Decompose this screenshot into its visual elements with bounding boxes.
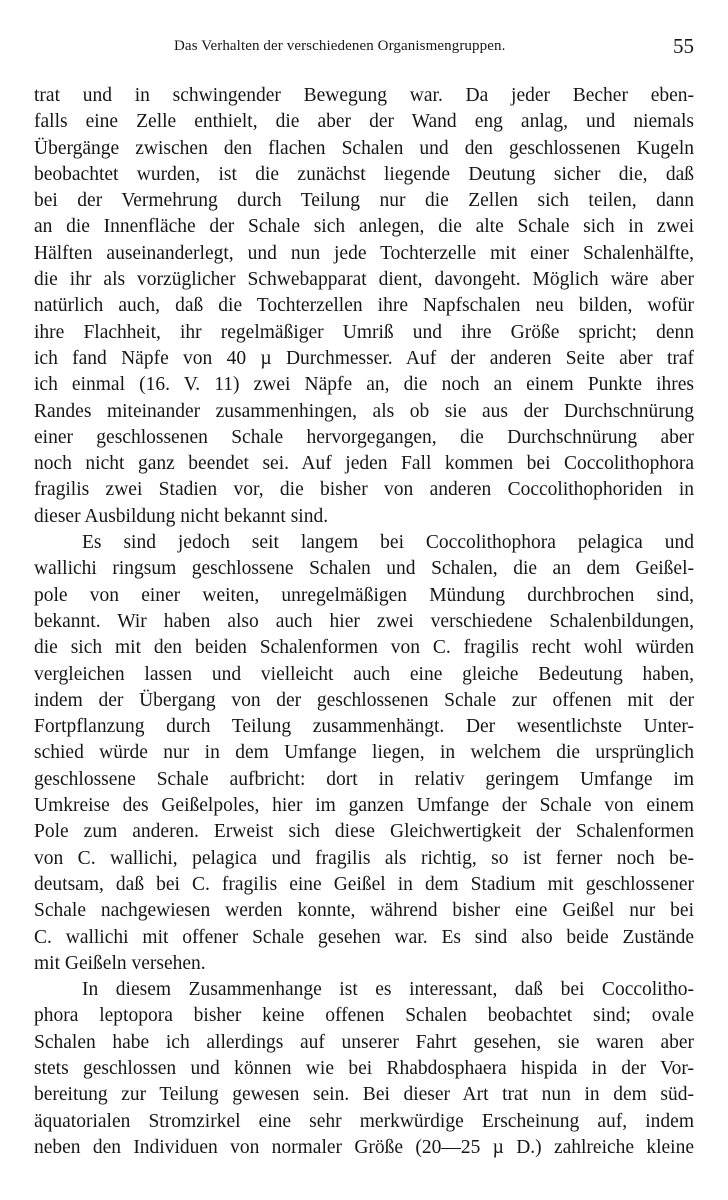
- text-line: beobachtet wurden, ist die zunächst liegende Deutung sicher die, daß: [34, 163, 694, 185]
- text-line: Schale nachgewiesen werden konnte, während bisher eine Geißel nur bei: [34, 900, 694, 922]
- text-line: Übergänge zwischen den flachen Schalen und den geschlossenen Kugeln: [34, 137, 694, 159]
- text-line: indem der Übergang von der geschlossenen Schale zur offenen mit der: [34, 689, 694, 711]
- text-line: ihre Flachheit, ihr regelmäßiger Umriß und ihre Größe spricht; denn: [34, 321, 694, 343]
- text-line: Schalen habe ich allerdings auf unserer Fahrt gesehen, sie waren aber: [34, 1031, 694, 1053]
- text-line: bei der Vermehrung durch Teilung nur die Zellen sich teilen, dann: [34, 190, 694, 212]
- text-line: Umkreise des Geißelpoles, hier im ganzen Umfange der Schale von einem: [34, 795, 694, 817]
- page-number: 55: [673, 34, 694, 58]
- text-line: fragilis zwei Stadien vor, die bisher von anderen Coccolithophoriden in: [34, 479, 694, 501]
- text-line: Randes miteinander zusammenhingen, als ob sie aus der Durchschnürung: [34, 400, 694, 422]
- text-line: C. wallichi mit offener Schale gesehen war. Es sind also beide Zustände: [34, 926, 694, 948]
- text-line: Fortpflanzung durch Teilung zusammenhängt. Der wesentlichste Unter-: [34, 716, 694, 738]
- text-line: ich einmal (16. V. 11) zwei Näpfe an, die noch an einem Punkte ihres: [34, 374, 694, 396]
- text-line: äquatorialen Stromzirkel eine sehr merkwürdige Erscheinung auf, indem: [34, 1110, 694, 1132]
- running-head: [34, 34, 694, 60]
- text-line: Pole zum anderen. Erweist sich diese Gleichwertigkeit der Schalenformen: [34, 821, 694, 843]
- text-line: ich fand Näpfe von 40 µ Durchmesser. Auf der anderen Seite aber traf: [34, 347, 694, 369]
- text-line: natürlich auch, daß die Tochterzellen ihre Napfschalen neu bilden, wofür: [34, 295, 694, 317]
- text-line: phora leptopora bisher keine offenen Schalen beobachtet sind; ovale: [34, 1005, 694, 1027]
- running-title: Das Verhalten der verschiedenen Organismengruppen.: [174, 38, 506, 54]
- text-line: deutsam, daß bei C. fragilis eine Geißel in dem Stadium mit geschlossener: [34, 873, 694, 895]
- body-text: [34, 83, 694, 1161]
- text-line: vergleichen lassen und vielleicht auch eine gleiche Bedeutung haben,: [34, 663, 694, 685]
- text-line: trat und in schwingender Bewegung war. Da jeder Becher eben-: [34, 85, 694, 106]
- text-line: pole von einer weiten, unregelmäßigen Mündung durchbrochen sind,: [34, 584, 694, 606]
- text-line: wallichi ringsum geschlossene Schalen und Schalen, die an dem Geißel-: [34, 558, 694, 580]
- text-line: stets geschlossen und können wie bei Rhabdosphaera hispida in der Vor-: [34, 1057, 694, 1079]
- text-line: falls eine Zelle enthielt, die aber der Wand eng anlag, und niemals: [34, 111, 694, 133]
- text-line: die sich mit den beiden Schalenformen von C. fragilis recht wohl würden: [34, 637, 694, 659]
- text-line: an die Innenfläche der Schale sich anlegen, die alte Schale sich in zwei: [34, 216, 694, 238]
- text-line: Es sind jedoch seit langem bei Coccolithophora pelagica und: [82, 532, 694, 554]
- text-line: einer geschlossenen Schale hervorgegangen, die Durchschnürung aber: [34, 426, 694, 448]
- text-line: die ihr als vorzüglicher Schwebapparat dient, davongeht. Möglich wäre aber: [34, 269, 694, 291]
- text-line: schied würde nur in dem Umfange liegen, in welchem die ursprünglich: [34, 742, 694, 764]
- text-line: neben den Individuen von normaler Größe (20—25 µ D.) zahlreiche kleine: [34, 1136, 694, 1158]
- text-line: bereitung zur Teilung gewesen sein. Bei dieser Art trat nun in dem süd-: [34, 1084, 694, 1106]
- text-line: Hälften auseinanderlegt, und nun jede Tochterzelle mit einer Schalenhälfte,: [34, 242, 694, 264]
- text-line: dieser Ausbildung nicht bekannt sind.: [34, 505, 329, 527]
- text-line: noch nicht ganz beendet sei. Auf jeden Fall kommen bei Coccolithophora: [34, 453, 694, 475]
- text-line: In diesem Zusammenhange ist es interessant, daß bei Coccolitho-: [82, 979, 694, 1001]
- text-line: bekannt. Wir haben also auch hier zwei verschiedene Schalenbildungen,: [34, 610, 694, 632]
- text-line: von C. wallichi, pelagica und fragilis als richtig, so ist ferner noch be-: [34, 847, 694, 869]
- text-line: mit Geißeln versehen.: [34, 952, 206, 974]
- text-line: geschlossene Schale aufbricht: dort in relativ geringem Umfange im: [34, 768, 694, 790]
